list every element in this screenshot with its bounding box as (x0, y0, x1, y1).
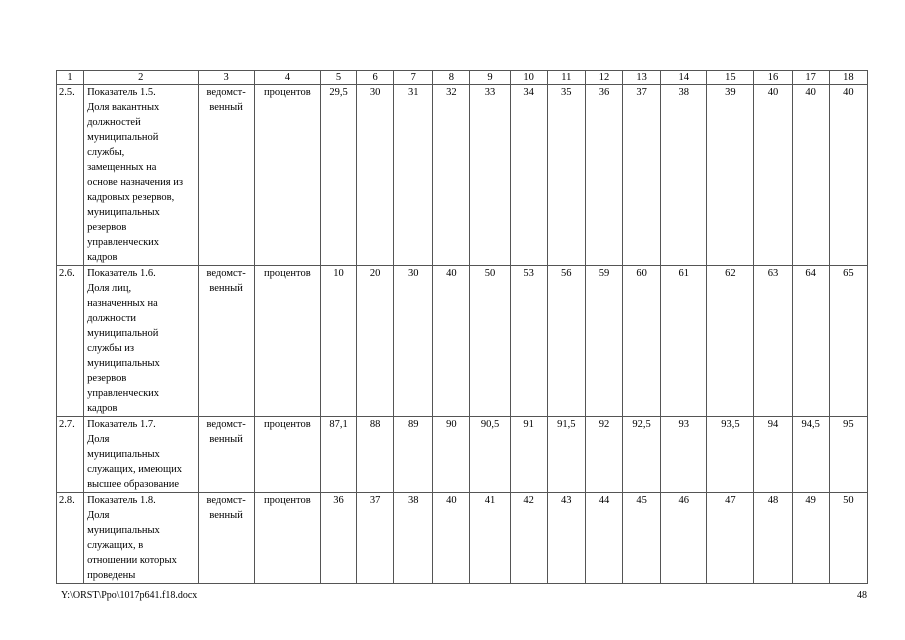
indicator-name-line: кадровых резервов, (87, 192, 175, 203)
indicator-name-line: службы из (87, 343, 135, 354)
value-cell: 44 (585, 493, 622, 584)
indicator-name-line: управленческих (87, 388, 160, 399)
value-cell: 31 (394, 85, 433, 266)
value-cell: 92 (585, 417, 622, 493)
table-row (57, 493, 868, 584)
unit: процентов (254, 85, 320, 266)
value-cell: 94,5 (792, 417, 829, 493)
value-cell: 94 (754, 417, 792, 493)
value-cell: 37 (623, 85, 661, 266)
indicator-name-line: Показатель 1.7. (87, 419, 156, 430)
indicator-name-line: кадров (87, 252, 118, 263)
value-cell: 37 (357, 493, 394, 584)
value-cell: 93,5 (707, 417, 754, 493)
column-header: 4 (254, 71, 320, 85)
value-cell: 30 (357, 85, 394, 266)
row-number: 2.7. (57, 417, 84, 493)
data-source-line: венный (209, 510, 243, 521)
indicator-name-line: резервов (87, 222, 127, 233)
value-cell: 39 (707, 85, 754, 266)
indicator-name-line: основе назначения из (87, 177, 184, 188)
indicator-name-line: служащих, в (87, 540, 144, 551)
data-source (198, 266, 254, 417)
data-source-line: ведомст- (206, 87, 246, 98)
data-source (198, 493, 254, 584)
value-cell: 45 (623, 493, 661, 584)
unit: процентов (254, 417, 320, 493)
data-source-line: венный (209, 434, 243, 445)
indicator-name-line: служащих, имеющих (87, 464, 182, 475)
indicators-table (56, 70, 868, 584)
data-source (198, 417, 254, 493)
value-cell: 90,5 (470, 417, 510, 493)
indicator-name (84, 85, 198, 266)
column-header: 8 (433, 71, 470, 85)
indicator-name-line: должности (87, 313, 137, 324)
value-cell: 91 (510, 417, 547, 493)
value-cell: 42 (510, 493, 547, 584)
value-cell: 36 (320, 493, 356, 584)
indicator-name-line: управленческих (87, 237, 160, 248)
indicator-name-line: Доля (87, 434, 110, 445)
data-source-line: ведомст- (206, 419, 246, 430)
value-cell: 47 (707, 493, 754, 584)
indicator-name (84, 417, 198, 493)
column-header: 12 (585, 71, 622, 85)
value-cell: 10 (320, 266, 356, 417)
indicator-name-line: назначенных на (87, 298, 158, 309)
footer-file-path: Y:\ORST\Ppo\1017p641.f18.docx (61, 590, 198, 601)
indicator-name-line: проведены (87, 570, 136, 581)
column-header: 9 (470, 71, 510, 85)
column-header: 2 (84, 71, 198, 85)
value-cell: 50 (470, 266, 510, 417)
value-cell: 95 (829, 417, 867, 493)
value-cell: 53 (510, 266, 547, 417)
indicator-name-line: Доля (87, 510, 110, 521)
indicator-name (84, 493, 198, 584)
indicator-name-line: Доля вакантных (87, 102, 160, 113)
indicator-name-line: муниципальных (87, 358, 160, 369)
indicator-name-line: отношении которых (87, 555, 177, 566)
table-header-row (57, 71, 868, 85)
value-cell: 38 (661, 85, 707, 266)
value-cell: 56 (547, 266, 585, 417)
column-header: 16 (754, 71, 792, 85)
indicator-name-line: муниципальных (87, 449, 160, 460)
table-row (57, 417, 868, 493)
page-number: 48 (857, 590, 867, 601)
value-cell: 48 (754, 493, 792, 584)
value-cell: 34 (510, 85, 547, 266)
column-header: 15 (707, 71, 754, 85)
indicator-name (84, 266, 198, 417)
value-cell: 29,5 (320, 85, 356, 266)
value-cell: 59 (585, 266, 622, 417)
value-cell: 87,1 (320, 417, 356, 493)
row-number: 2.6. (57, 266, 84, 417)
indicator-name-line: Доля лиц, (87, 283, 132, 294)
unit: процентов (254, 266, 320, 417)
value-cell: 38 (394, 493, 433, 584)
value-cell: 90 (433, 417, 470, 493)
data-source-line: венный (209, 102, 243, 113)
table-row (57, 266, 868, 417)
value-cell: 30 (394, 266, 433, 417)
value-cell: 36 (585, 85, 622, 266)
indicator-name-line: муниципальной (87, 328, 159, 339)
value-cell: 40 (829, 85, 867, 266)
indicator-name-line: Показатель 1.5. (87, 87, 156, 98)
data-source-line: ведомст- (206, 268, 246, 279)
column-header: 7 (394, 71, 433, 85)
value-cell: 64 (792, 266, 829, 417)
value-cell: 41 (470, 493, 510, 584)
value-cell: 40 (754, 85, 792, 266)
indicator-name-line: службы, (87, 147, 125, 158)
data-source-line: ведомст- (206, 495, 246, 506)
data-source (198, 85, 254, 266)
value-cell: 46 (661, 493, 707, 584)
indicator-name-line: должностей (87, 117, 141, 128)
value-cell: 89 (394, 417, 433, 493)
value-cell: 40 (792, 85, 829, 266)
value-cell: 62 (707, 266, 754, 417)
indicator-name-line: Показатель 1.6. (87, 268, 156, 279)
value-cell: 33 (470, 85, 510, 266)
column-header: 18 (829, 71, 867, 85)
value-cell: 93 (661, 417, 707, 493)
value-cell: 35 (547, 85, 585, 266)
unit: процентов (254, 493, 320, 584)
value-cell: 40 (433, 266, 470, 417)
value-cell: 40 (433, 493, 470, 584)
table-body (57, 85, 868, 584)
column-header: 1 (57, 71, 84, 85)
indicator-name-line: замещенных на (87, 162, 157, 173)
indicator-name-line: муниципальных (87, 207, 160, 218)
value-cell: 91,5 (547, 417, 585, 493)
indicator-name-line: муниципальной (87, 132, 159, 143)
column-header: 13 (623, 71, 661, 85)
data-source-line: венный (209, 283, 243, 294)
column-header: 10 (510, 71, 547, 85)
column-header: 17 (792, 71, 829, 85)
value-cell: 92,5 (623, 417, 661, 493)
indicator-name-line: Показатель 1.8. (87, 495, 156, 506)
value-cell: 65 (829, 266, 867, 417)
value-cell: 43 (547, 493, 585, 584)
column-header: 3 (198, 71, 254, 85)
column-header: 6 (357, 71, 394, 85)
column-header: 5 (320, 71, 356, 85)
value-cell: 88 (357, 417, 394, 493)
row-number: 2.5. (57, 85, 84, 266)
indicator-name-line: высшее образование (87, 479, 180, 490)
indicator-name-line: кадров (87, 403, 118, 414)
indicator-name-line: муниципальных (87, 525, 160, 536)
value-cell: 63 (754, 266, 792, 417)
value-cell: 50 (829, 493, 867, 584)
value-cell: 60 (623, 266, 661, 417)
value-cell: 61 (661, 266, 707, 417)
indicator-name-line: резервов (87, 373, 127, 384)
row-number: 2.8. (57, 493, 84, 584)
value-cell: 49 (792, 493, 829, 584)
table-row (57, 85, 868, 266)
value-cell: 32 (433, 85, 470, 266)
column-header: 14 (661, 71, 707, 85)
value-cell: 20 (357, 266, 394, 417)
column-header: 11 (547, 71, 585, 85)
